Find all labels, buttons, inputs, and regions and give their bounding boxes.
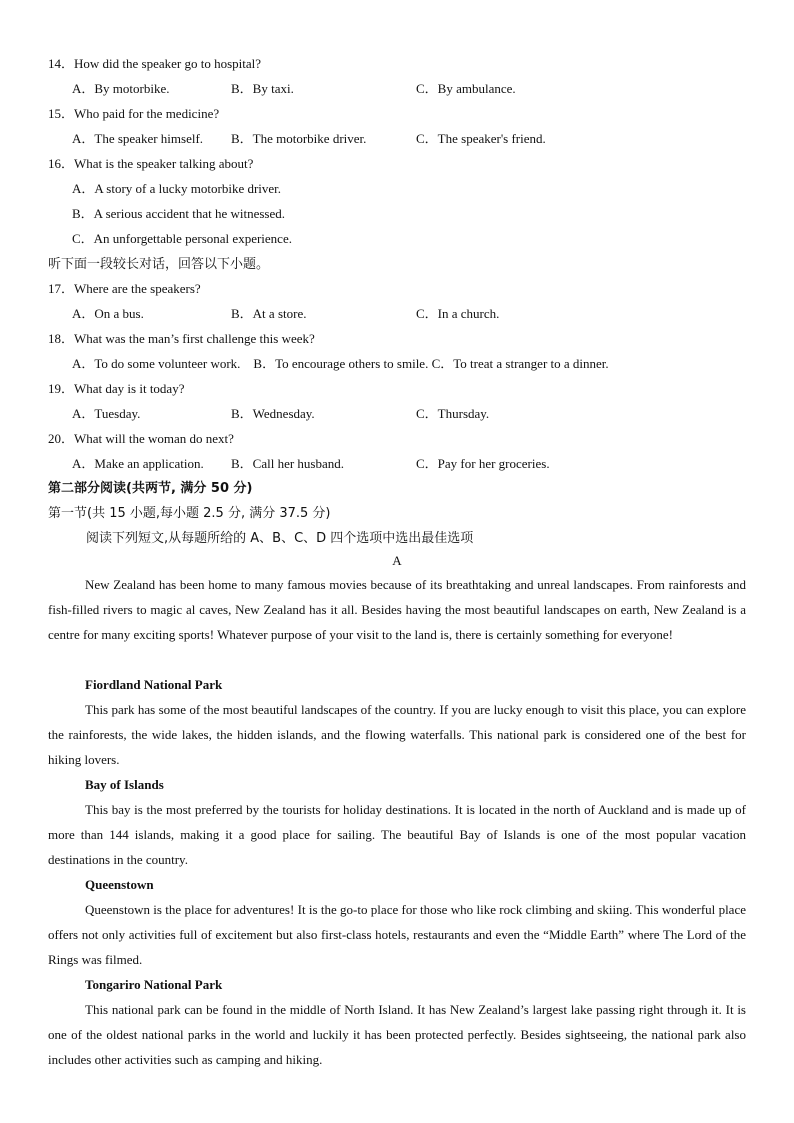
q16-stem: 16．What is the speaker talking about? <box>48 156 254 171</box>
q16-option-b: B．A serious accident that he witnessed. <box>72 206 286 221</box>
q18-stem: 18．What was the man’s first challenge this week? <box>48 331 315 346</box>
q17-option-c: C．In a church. <box>416 306 500 321</box>
q19-option-b: B．Wednesday. <box>231 406 315 421</box>
q17-option-a: A．On a bus. <box>72 306 144 321</box>
heading-queenstown: Queenstown <box>85 877 154 892</box>
q17-stem: 17．Where are the speakers? <box>48 281 201 296</box>
q16-option-c: C．An unforgettable personal experience. <box>72 231 292 246</box>
q19-option-c: C．Thursday. <box>416 406 490 421</box>
q15-option-a: A．The speaker himself. <box>72 131 204 146</box>
passage-intro: New Zealand has been home to many famous movies because of its breathtaking and unreal landscapes. From rainforests and fish-filled rivers to magic al caves, New Zealand has it all. Besides having the most beautiful landscapes on earth, New Zealand is a centre for many exciting sports! Whatever purpose of your visit to the land is, there is certainly something for everyone! <box>48 577 746 642</box>
reading-instruction: 阅读下列短文,从每题所给的 A、B、C、D 四个选项中选出最佳选项 <box>86 531 474 546</box>
passage-label: A <box>392 553 402 568</box>
q19-stem: 19．What day is it today? <box>48 381 185 396</box>
q16-option-a: A．A story of a lucky motorbike driver. <box>72 181 282 196</box>
q20-option-c: C．Pay for her groceries. <box>416 456 550 471</box>
paragraph-tongariro: This national park can be found in the middle of North Island. It has New Zealand’s largest lake passing right through it. It is one of the oldest national parks in the world and luckily it has been protected perfectly. Besides sightseeing, the national park also includes other activities such as camping and hiking. <box>48 1002 746 1067</box>
paragraph-fiordland: This park has some of the most beautiful landscapes of the country. If you are lucky enough to visit this place, you can explore the rainforests, the wide lakes, the hidden islands, and the flowing waterfalls. This national park is considered one of the best for hiking lovers. <box>48 702 746 767</box>
q19-option-a: A．Tuesday. <box>72 406 141 421</box>
q14-option-c: C．By ambulance. <box>416 81 516 96</box>
q14-option-b: B．By taxi. <box>231 81 294 96</box>
paragraph-queenstown: Queenstown is the place for adventures! It is the go-to place for those who like rock climbing and skiing. This wonderful place offers not only activities full of excitement but also first-class hotels, restaurants and even the “Middle Earth” where The Lord of the Rings was filmed. <box>48 902 746 967</box>
q14-option-a: A．By motorbike. <box>72 81 170 96</box>
q18-options: A．To do some volunteer work. B．To encourage others to smile. C．To treat a stranger to a dinner. <box>72 356 609 371</box>
q20-option-a: A．Make an application. <box>72 456 204 471</box>
section-one-title: 第一节(共 15 小题,每小题 2.5 分, 满分 37.5 分) <box>48 506 331 521</box>
q15-option-b: B．The motorbike driver. <box>231 131 367 146</box>
q20-option-b: B．Call her husband. <box>231 456 345 471</box>
q14-stem: 14．How did the speaker go to hospital? <box>48 56 262 71</box>
heading-tongariro: Tongariro National Park <box>85 977 223 992</box>
q17-option-b: B．At a store. <box>231 306 307 321</box>
q15-option-c: C．The speaker's friend. <box>416 131 546 146</box>
heading-fiordland: Fiordland National Park <box>85 677 223 692</box>
heading-bay-of-islands: Bay of Islands <box>85 777 164 792</box>
q15-stem: 15．Who paid for the medicine? <box>48 106 220 121</box>
paragraph-bay-of-islands: This bay is the most preferred by the tourists for holiday destinations. It is located in the north of Auckland and is made up of more than 144 islands, making it a good place for sailing. The beautiful Bay of Islands is one of the most popular vacation destinations in the country. <box>48 802 746 867</box>
q20-stem: 20．What will the woman do next? <box>48 431 234 446</box>
long-dialogue-instruction: 听下面一段较长对话，回答以下小题。 <box>48 257 270 272</box>
part-two-title: 第二部分阅读(共两节, 满分 50 分) <box>48 481 253 496</box>
